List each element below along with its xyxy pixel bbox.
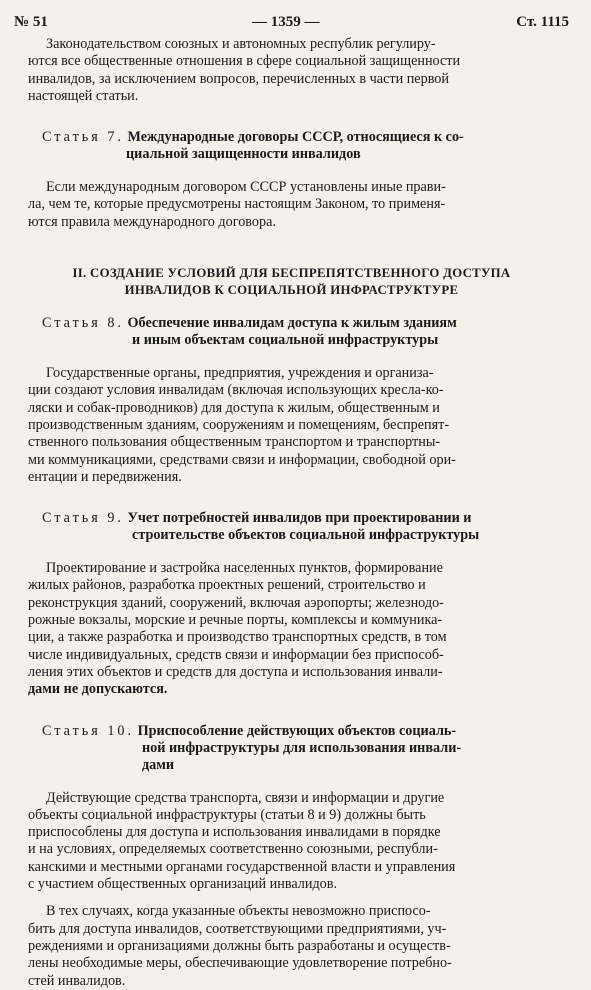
text-line: ции создают условия инвалидам (включая использующих кресла-ко- <box>28 382 444 399</box>
text-line: настоящей статьи. <box>28 87 139 104</box>
text-line: производственным зданиям, сооружениям и помещениям, беспрепят- <box>28 416 450 433</box>
text-line: дами не допускаются. <box>28 681 168 698</box>
article-10-text-2 <box>14 903 569 989</box>
page-header <box>14 12 569 36</box>
text-line: бить для доступа инвалидов, соответствующими предприятиями, уч- <box>28 920 447 937</box>
text-line: инвалидов, за исключением вопросов, перечисленных в части первой <box>28 70 449 87</box>
article-9-text <box>14 560 569 698</box>
article-title-cont: дами <box>142 756 175 773</box>
article-8-text <box>14 365 569 486</box>
text-line: реждениями и организациями должны быть разработаны и осуществ- <box>28 937 451 954</box>
text-line: стей инвалидов. <box>28 972 126 989</box>
article-title-cont: и иным объектам социальной инфраструктуры <box>132 332 439 349</box>
text-line: Государственные органы, предприятия, учреждения и организа- <box>46 365 434 382</box>
text-line: с участием общественных организаций инвалидов. <box>28 876 338 893</box>
text-line: рожные вокзалы, морские и речные порты, комплексы и коммуника- <box>28 612 443 629</box>
text-line: ляски и собак-проводников) для доступа к жилым, общественным и <box>28 399 440 416</box>
article-title: Международные договоры СССР, относящиеся к со- <box>127 129 464 146</box>
article-10-heading <box>14 723 569 774</box>
text-line: Проектирование и застройка населенных пунктов, формирование <box>46 560 443 577</box>
text-line: канскими и местными органами государственной власти и управления <box>28 858 456 875</box>
article-7-heading <box>14 129 569 163</box>
text-line: ются правила международного договора. <box>28 213 276 230</box>
text-line: ентации и передвижения. <box>28 468 182 485</box>
article-label: Статья 7. <box>42 129 124 146</box>
page-number: — 1359 — <box>252 14 320 30</box>
text-line: Если международным договором СССР установлены иные прави- <box>46 179 446 196</box>
article-8-heading <box>14 315 569 349</box>
text-line: лены необходимые меры, обеспечивающие удовлетворение потребно- <box>28 955 452 972</box>
text-line: Действующие средства транспорта, связи и информации и другие <box>46 789 445 806</box>
text-line: жилых районов, разработка проектных решений, строительство и <box>28 577 426 594</box>
section-title-line: II. СОЗДАНИЕ УСЛОВИЙ ДЛЯ БЕСПРЕПЯТСТВЕННОГО ДОСТУПА <box>72 266 511 281</box>
article-title: Учет потребностей инвалидов при проектировании и <box>127 510 472 527</box>
article-title: Приспособление действующих объектов социаль- <box>137 722 457 739</box>
article-label: Статья 9. <box>42 510 124 527</box>
text-line: ции, а также разработка и производство транспортных средств, в том <box>28 629 447 646</box>
article-title-cont: циальной защищенности инвалидов <box>126 146 361 163</box>
article-title-cont: ной инфраструктуры для использования инвали- <box>142 739 462 756</box>
document-number: № 51 <box>14 14 48 30</box>
text-line: и на условиях, определяемых соответственно союзными, республи- <box>28 841 438 858</box>
article-9-heading <box>14 510 569 544</box>
text-line: ются все общественные отношения в сфере социальной защищенности <box>28 53 461 70</box>
text-line: объекты социальной инфраструктуры (статьи 8 и 9) должны быть <box>28 806 426 823</box>
column-number: Ст. 1115 <box>516 14 569 30</box>
text-line: ственного пользования общественным транспортом и транспортны- <box>28 434 441 451</box>
text-line: Законодательством союзных и автономных республик регулиру- <box>46 36 436 52</box>
text-line: ления этих объектов и средств для доступа и использования инвали- <box>28 663 443 680</box>
text-line: ла, чем те, которые предусмотрены настоящим Законом, то применя- <box>28 196 446 213</box>
text-line: приспособлены для доступа и использования инвалидами в порядке <box>28 824 441 841</box>
article-title-cont: строительстве объектов социальной инфраструктуры <box>132 527 480 544</box>
section-heading <box>14 265 569 299</box>
section-title-line: ИНВАЛИДОВ К СОЦИАЛЬНОЙ ИНФРАСТРУКТУРЕ <box>124 283 459 298</box>
article-label: Статья 8. <box>42 315 124 332</box>
article-label: Статья 10. <box>42 722 135 739</box>
text-line: числе индивидуальных, средств связи и информации без приспособ- <box>28 646 444 663</box>
article-10-text <box>14 790 569 894</box>
text-line: реконструкция зданий, сооружений, включая аэропорты; железнодо- <box>28 594 444 611</box>
article-title: Обеспечение инвалидам доступа к жилым зданиям <box>127 315 457 332</box>
intro-paragraph <box>14 36 569 105</box>
text-line: ми коммуникациями, средствами связи и информации, свободной ори- <box>28 451 456 468</box>
article-7-text <box>14 179 569 231</box>
text-line: В тех случаях, когда указанные объекты невозможно приспосо- <box>46 903 431 920</box>
